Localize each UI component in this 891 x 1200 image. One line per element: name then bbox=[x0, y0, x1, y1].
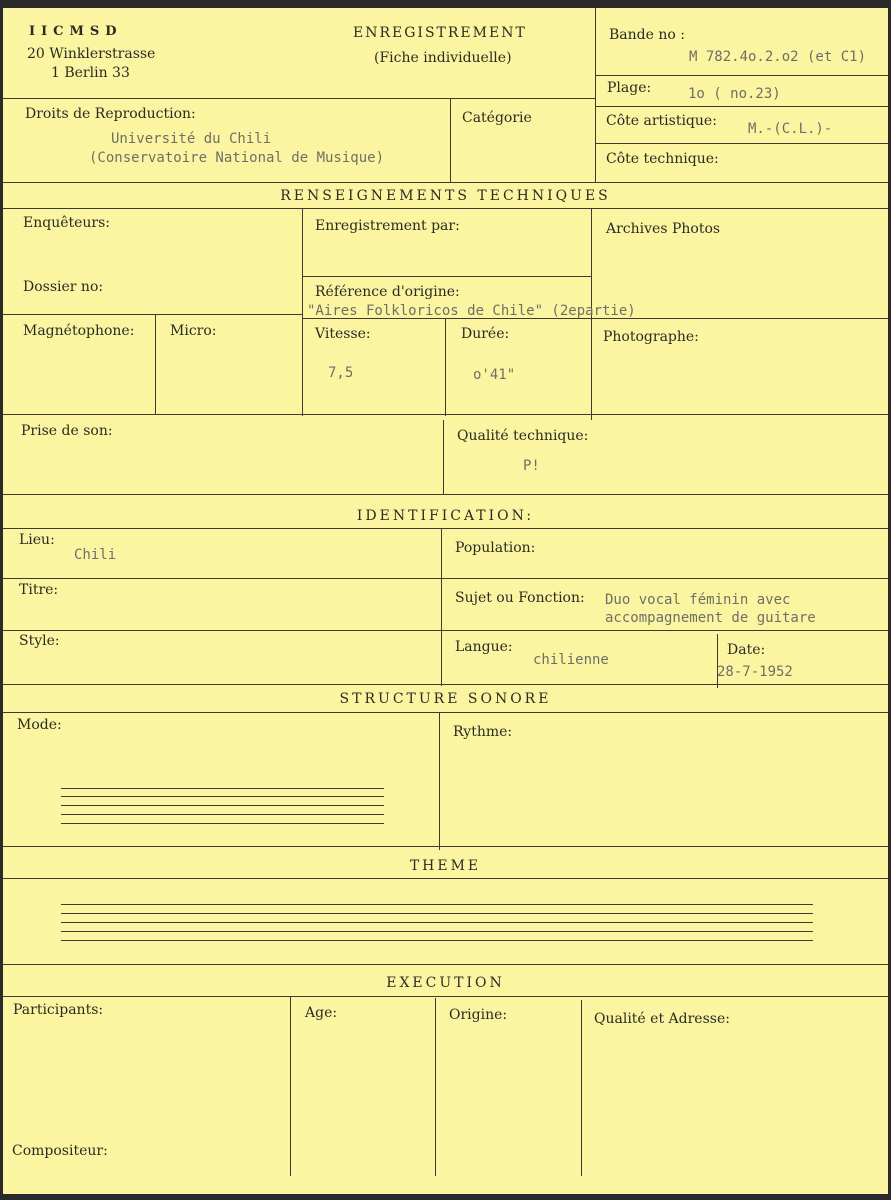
mode-label: Mode: bbox=[17, 717, 62, 733]
address-line-2: 1 Berlin 33 bbox=[51, 65, 130, 81]
structure-bottom-line bbox=[3, 846, 888, 847]
rythme-label: Rythme: bbox=[453, 724, 513, 740]
tech-row-line bbox=[3, 414, 888, 415]
section-identification: IDENTIFICATION: bbox=[356, 508, 535, 524]
dossier-line bbox=[3, 314, 303, 315]
vitesse-label: Vitesse: bbox=[315, 326, 371, 342]
rights-value-line-2: (Conservatoire National de Musique) bbox=[89, 150, 385, 166]
structure-divider bbox=[439, 712, 440, 850]
exec-divider-1 bbox=[290, 996, 291, 1176]
bande-label: Bande no : bbox=[609, 27, 685, 43]
archives-label: Archives Photos bbox=[606, 221, 721, 237]
rights-label: Droits de Reproduction: bbox=[25, 106, 196, 122]
reference-label: Référence d'origine: bbox=[315, 284, 460, 300]
section-technical: RENSEIGNEMENTS TECHNIQUES bbox=[280, 188, 611, 204]
langue-value: chilienne bbox=[533, 652, 609, 668]
recording-card bbox=[3, 8, 888, 1194]
cote-technique-label: Côte technique: bbox=[606, 151, 719, 167]
structure-title-line bbox=[3, 712, 888, 713]
theme-bottom-line bbox=[3, 964, 888, 965]
tech-bottom-line bbox=[3, 494, 888, 495]
dossier-label: Dossier no: bbox=[23, 279, 104, 295]
plage-value: 1o ( no.23) bbox=[688, 86, 781, 102]
ident-bottom-line bbox=[3, 684, 888, 685]
exec-divider-2 bbox=[435, 998, 436, 1176]
header-bottom-line bbox=[3, 98, 595, 99]
rights-value-line-1: Université du Chili bbox=[111, 131, 272, 147]
header-divider-right bbox=[595, 8, 596, 182]
bande-bottom-line bbox=[595, 75, 888, 76]
prise-de-son-label: Prise de son: bbox=[21, 423, 113, 439]
lieu-line bbox=[3, 578, 888, 579]
plage-label: Plage: bbox=[607, 80, 652, 96]
tech-title-line bbox=[3, 208, 888, 209]
ident-divider bbox=[441, 528, 442, 686]
cote-artistique-value: M.-(C.L.)- bbox=[748, 121, 833, 137]
cote-divider bbox=[595, 143, 888, 144]
form-subtitle: (Fiche individuelle) bbox=[374, 50, 512, 66]
date-label: Date: bbox=[727, 642, 766, 658]
ident-title-line bbox=[3, 528, 888, 529]
lieu-label: Lieu: bbox=[19, 532, 55, 548]
cote-artistique-label: Côte artistique: bbox=[606, 113, 717, 129]
qualite-divider bbox=[443, 420, 444, 494]
qualite-technique-value: P! bbox=[523, 458, 540, 474]
vitesse-value: 7,5 bbox=[328, 365, 354, 381]
plage-bottom-line bbox=[595, 106, 888, 107]
tech-divider-4 bbox=[445, 318, 446, 416]
section-structure: STRUCTURE SONORE bbox=[339, 691, 552, 707]
sujet-value-line-2: accompagnement de guitare bbox=[605, 610, 816, 626]
langue-label: Langue: bbox=[455, 639, 513, 655]
sujet-value-line-1: Duo vocal féminin avec bbox=[605, 592, 791, 608]
population-label: Population: bbox=[455, 540, 536, 556]
execution-title-line bbox=[3, 996, 888, 997]
qualite-adresse-label: Qualité et Adresse: bbox=[594, 1011, 730, 1027]
sujet-label: Sujet ou Fonction: bbox=[455, 590, 585, 606]
reference-value: "Aires Folkloricos de Chile" (2epartie) bbox=[307, 303, 636, 319]
exec-divider-3 bbox=[581, 1000, 582, 1176]
duree-value: o'41" bbox=[473, 367, 516, 383]
section-theme: THEME bbox=[409, 858, 482, 874]
qualite-technique-label: Qualité technique: bbox=[457, 428, 589, 444]
style-label: Style: bbox=[19, 633, 60, 649]
micro-label: Micro: bbox=[170, 323, 217, 339]
categorie-divider bbox=[450, 98, 451, 182]
rights-bottom-line bbox=[3, 182, 888, 183]
duree-label: Durée: bbox=[461, 326, 510, 342]
participants-label: Participants: bbox=[13, 1002, 104, 1018]
section-execution: EXECUTION bbox=[386, 975, 505, 991]
compositeur-label: Compositeur: bbox=[12, 1143, 108, 1159]
form-title: ENREGISTREMENT bbox=[353, 25, 527, 41]
address-line-1: 20 Winklerstrasse bbox=[27, 46, 156, 62]
tech-divider-3 bbox=[155, 314, 156, 414]
categorie-label: Catégorie bbox=[462, 110, 532, 126]
titre-line bbox=[3, 630, 888, 631]
lieu-value: Chili bbox=[74, 547, 117, 563]
age-label: Age: bbox=[305, 1005, 338, 1021]
origine-label: Origine: bbox=[449, 1007, 508, 1023]
magnetophone-label: Magnétophone: bbox=[23, 323, 135, 339]
titre-label: Titre: bbox=[19, 582, 59, 598]
enreg-par-line bbox=[302, 276, 591, 277]
date-value: 28-7-1952 bbox=[717, 664, 793, 680]
theme-title-line bbox=[3, 878, 888, 879]
photographe-label: Photographe: bbox=[603, 329, 699, 345]
enregistrement-par-label: Enregistrement par: bbox=[315, 218, 460, 234]
enqueteurs-label: Enquêteurs: bbox=[23, 215, 111, 231]
bande-value: M 782.4o.2.o2 (et C1) bbox=[689, 49, 867, 65]
tech-divider-1 bbox=[302, 208, 303, 416]
institute-logo: IICMSD bbox=[29, 24, 123, 39]
